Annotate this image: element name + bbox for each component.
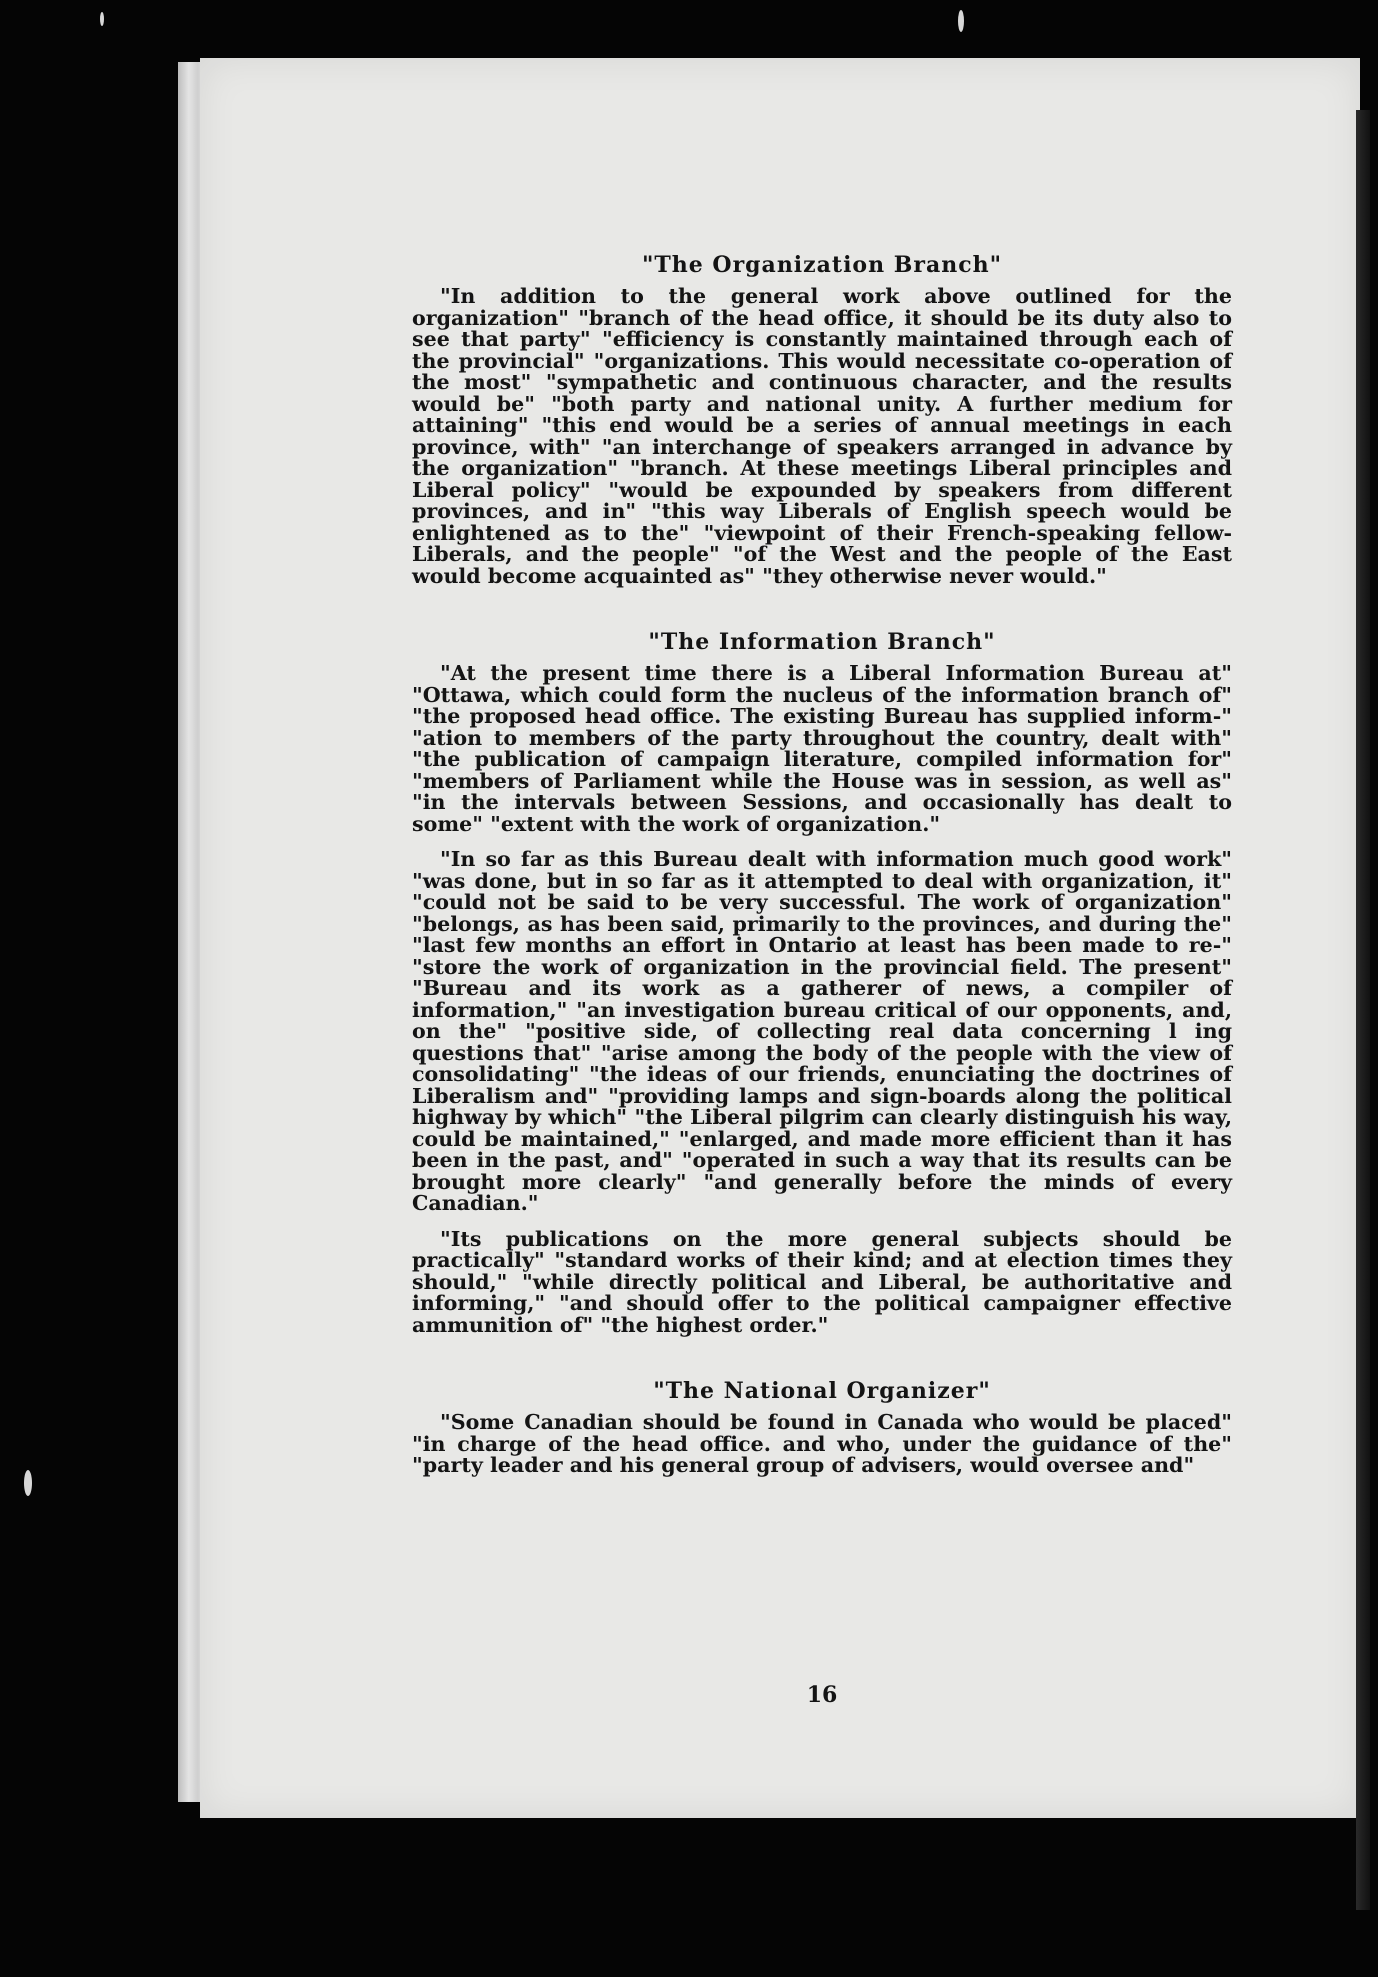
paragraph: "In so far as this Bureau dealt with information much good work" "was done, but in so far as it attempted to deal with organization, it" "could not be said to be very successful. The work of organization" "belongs, as has been said, primarily to the provinces, and during the" "last few months an effort in Ontario at least has been made to re-" "store the work of organization in the provincial field. The present" "Bureau and its work as a gatherer of news, a compiler of information," "an investigation bureau critical of our opponents, and, on the" "positive side, of collecting real data concerning l ing questions that" "arise among the body of the people with the view of consolidating" "the ideas of our friends, enunciating the doctrines of Liberalism and" "providing lamps and sign-boards along the political highway by which" "the Liberal pilgrim can clearly distinguish his way, could be maintained," "enlarged, and made more efficient than it has been in the past, and" "operated in such a way that its results can be brought more clearly" "and generally before the minds of every Canadian." (412, 847, 1232, 1215)
facing-page-edge (1356, 110, 1370, 1910)
page-content (412, 252, 1232, 1708)
paragraph: "At the present time there is a Liberal Information Bureau at" "Ottawa, which could form the nucleus of the information branch of" "the proposed head office. The existing Bureau has supplied inform-" "ation to members of the party throughout the country, dealt with" "the publication of campaign literature, compiled information for" "members of Parliament while the House was in session, as well as" "in the intervals between Sessions, and occasionally has dealt to some" "extent with the work of organization." (412, 661, 1232, 836)
section-national-organizer (412, 1378, 1232, 1477)
dust-speck (958, 10, 964, 32)
section-heading: "The Information Branch" (648, 629, 996, 655)
section-heading: "The National Organizer" (653, 1378, 991, 1404)
section-information-branch (412, 629, 1232, 1336)
section-heading: "The Organization Branch" (641, 252, 1003, 278)
dust-speck (100, 12, 104, 26)
paragraph: "Some Canadian should be found in Canada who would be placed" "in charge of the head office. and who, under the guidance of the" "party leader and his general group of advisers, would oversee and" (412, 1410, 1232, 1477)
page-number: 16 (806, 1682, 838, 1708)
section-organization-branch (412, 252, 1232, 587)
paragraph: "Its publications on the more general subjects should be practically" "standard works of their kind; and at election times they should," "while directly political and Liberal, be authoritative and informing," "and should offer to the political campaigner effective ammunition of" "the highest order." (412, 1226, 1232, 1337)
dust-speck (24, 1470, 32, 1496)
paragraph: "In addition to the general work above outlined for the organization" "branch of the head office, it should be its duty also to see that party" "efficiency is constantly maintained through each of the provincial" "organizations. This would necessitate co-operation of the most" "sympathetic and continuous character, and the results would be" "both party and national unity. A further medium for attaining" "this end would be a series of annual meetings in each province, with" "an interchange of speakers arranged in advance by the organization" "branch. At these meetings Liberal principles and Liberal policy" "would be expounded by speakers from different provinces, and in" "this way Liberals of English speech would be enlightened as to the" "viewpoint of their French-speaking fellow-Liberals, and the people" "of the West and the people of the East would become acquainted as" "they otherwise never would." (412, 284, 1232, 588)
